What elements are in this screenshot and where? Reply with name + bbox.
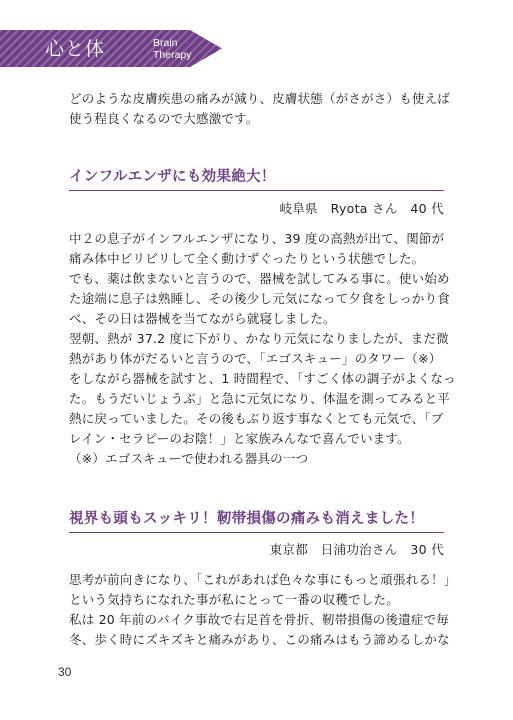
body-line: 私は 20 年前のバイク事故で右足首を骨折、靭帯損傷の後遺症で毎 <box>69 612 450 627</box>
body-line: た。もうだいじょうぶ」と急に元気になり、体温を測ってみると平 <box>69 391 451 406</box>
body-line: という気持ちになれた事が私にとって一番の収穫でした。 <box>69 592 399 607</box>
body-line: レイン・セラピーのお陰！」と家族みんなで喜んでいます。 <box>69 431 410 446</box>
chapter-subtitle-line-1: Brain <box>153 37 178 49</box>
body-line: べ、その日は器械を当てながら就寝しました。 <box>69 311 336 326</box>
section-body-1 <box>69 229 456 469</box>
body-line: 冬、歩く時にズキズキと痛みがあり、この痛みはもう諦めるしかな <box>69 632 450 647</box>
section-heading-text: インフルエンザにも効果絶大！ <box>69 169 276 185</box>
body-line: をしながら器械を試すと、1 時間程で、「すごく体の調子がよくなっ <box>69 371 456 386</box>
chapter-title: 心と体 <box>45 38 106 60</box>
footnote-line: （※）エゴスキューで使われる器具の一つ <box>69 451 309 466</box>
section-byline-1: 岐阜県 Ryota さん 40 代 <box>279 201 444 216</box>
body-line: 熱があり体がだるいと言うので、「エゴスキュー」のタワー（※） <box>69 351 442 366</box>
body-line: でも、薬は飲まないと言うので、器械を試してみる事に。使い始め <box>69 271 450 286</box>
chapter-subtitle-line-2: Therapy <box>153 49 192 61</box>
section-heading-text: 視界も頭もスッキリ！靭帯損傷の痛みも消えました！ <box>69 511 425 527</box>
body-line: た途端に息子は熟睡し、その後少し元気になって夕食をしっかり食 <box>69 291 451 306</box>
section-body-2 <box>69 570 457 650</box>
body-line: 思考が前向きになり、「これがあれば色々な事にもっと頑張れる！」 <box>69 572 457 587</box>
intro-paragraph <box>69 89 453 129</box>
body-line: どのような皮膚疾患の痛みが減り、皮膚状態（がさがさ）も使えば <box>69 91 451 106</box>
section-byline-2: 東京都 日浦功治さん 30 代 <box>269 542 444 557</box>
body-line: 使う程良くなるので大感激です。 <box>69 111 259 126</box>
body-line: 熱に戻っていました。その後もぶり返す事なくとても元気で、「ブ <box>69 411 444 426</box>
chapter-subtitle <box>153 37 192 61</box>
body-line: 痛み体中ビリビリして全く動けずぐったりという状態でした。 <box>69 251 425 266</box>
body-line: 中２の息子がインフルエンザになり、39 度の高熱が出て、関節が <box>69 231 445 246</box>
section-heading-1 <box>69 168 444 191</box>
section-heading-2 <box>69 510 444 533</box>
body-line: 翌朝、熱が 37.2 度に下がり、かなり元気になりましたが、まだ微 <box>69 331 449 346</box>
page-number: 30 <box>58 665 72 679</box>
